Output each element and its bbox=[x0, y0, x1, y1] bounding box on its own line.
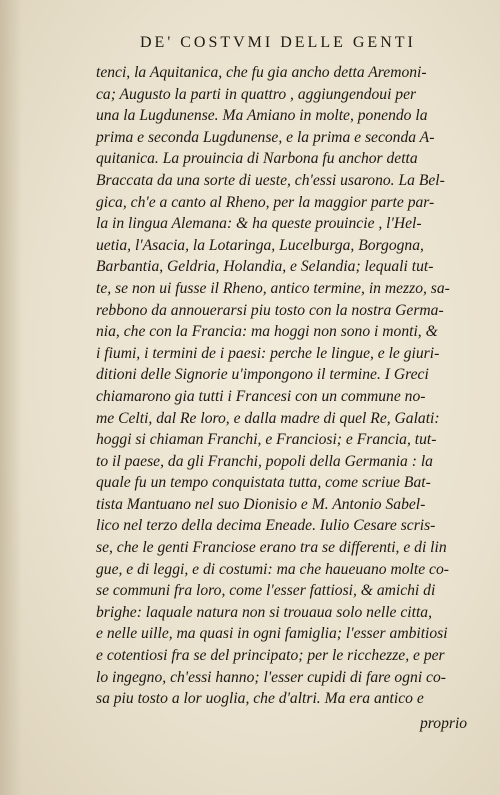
text-line: lico nel terzo della decima Eneade. Iulio Cesare scris- bbox=[96, 517, 436, 535]
text-line: tenci, la Aquitanica, che fu gia ancho detta Aremoni- bbox=[96, 64, 427, 81]
text-line: i fiumi, i termini de i paesi: perche le lingue, e le giuri- bbox=[96, 344, 440, 362]
text-line: gue, e di leggi, e di costumi: ma che haueuano molte co- bbox=[96, 560, 449, 578]
text-line: se, che le genti Franciose erano tra se differenti, e di lin bbox=[96, 539, 447, 557]
text-line: te, se non ui fusse il Rheno, antico termine, in mezzo, sa- bbox=[96, 279, 450, 297]
text-line: to il paese, da gli Franchi, popoli della Germania : la bbox=[96, 452, 433, 470]
text-line: uetia, l'Asacia, la Lotaringa, Lucelburga, Borgogna, bbox=[96, 236, 424, 254]
text-line: me Celti, dal Re loro, e dalla madre di quel Re, Galati: bbox=[96, 409, 440, 427]
text-line: chiamarono gia tutti i Francesi con un commune no- bbox=[96, 387, 426, 405]
text-line: tista Mantuano nel suo Dionisio e M. Antonio Sabel- bbox=[96, 495, 426, 513]
text-line: se communi fra loro, come l'esser fattiosi, & amichi di bbox=[96, 582, 436, 600]
text-line: ca; Augusto la parti in quattro , aggiungendoui per bbox=[96, 85, 417, 103]
text-line: una la Lugdunense. Ma Amiano in molte, ponendo la bbox=[96, 107, 428, 125]
text-line: quitanica. La prouincia di Narbona fu anchor detta bbox=[96, 150, 418, 168]
text-line: ditioni delle Signorie u'impongono il termine. I Greci bbox=[96, 366, 429, 384]
text-line: e nelle uille, ma quasi in ogni famiglia; l'esser ambitiosi bbox=[96, 625, 448, 643]
text-line: Barbantia, Geldria, Holandia, e Selandia; lequali tut- bbox=[96, 258, 434, 276]
body-text bbox=[96, 62, 476, 710]
text-line: lo ingegno, ch'essi hanno; l'esser cupidi di fare ogni co- bbox=[96, 668, 446, 686]
text-line: Braccata da una sorte di ueste, ch'essi usarono. La Bel- bbox=[96, 171, 445, 189]
catchword: proprio bbox=[420, 715, 468, 732]
text-line: nia, che con la Francia: ma hoggi non sono i monti, & bbox=[96, 323, 438, 341]
text-line: rebbono da annouerarsi piu tosto con la nostra Germa- bbox=[96, 301, 444, 319]
page-spine-shadow bbox=[0, 0, 22, 795]
text-line: la in lingua Alemana: & ha queste prouincie , l'Hel- bbox=[96, 215, 422, 233]
running-head: DE' COSTVMI DELLE GENTI bbox=[140, 34, 416, 51]
text-line: quale fu un tempo conquistata tutta, come scriue Bat- bbox=[96, 474, 431, 492]
text-line: brighe: laquale natura non si trouaua solo nelle citta, bbox=[96, 603, 432, 621]
text-line: prima e seconda Lugdunense, e la prima e seconda A- bbox=[96, 128, 435, 146]
text-line: sa piu tosto a lor uoglia, che d'altri. Ma era antico e bbox=[96, 690, 424, 708]
text-line: e cotentiosi fra se del principato; per le ricchezze, e per bbox=[96, 647, 445, 665]
text-line: gica, ch'e a canto al Rheno, per la maggior parte par- bbox=[96, 193, 435, 211]
text-line: hoggi si chiaman Franchi, e Franciosi; e Francia, tut- bbox=[96, 431, 437, 449]
